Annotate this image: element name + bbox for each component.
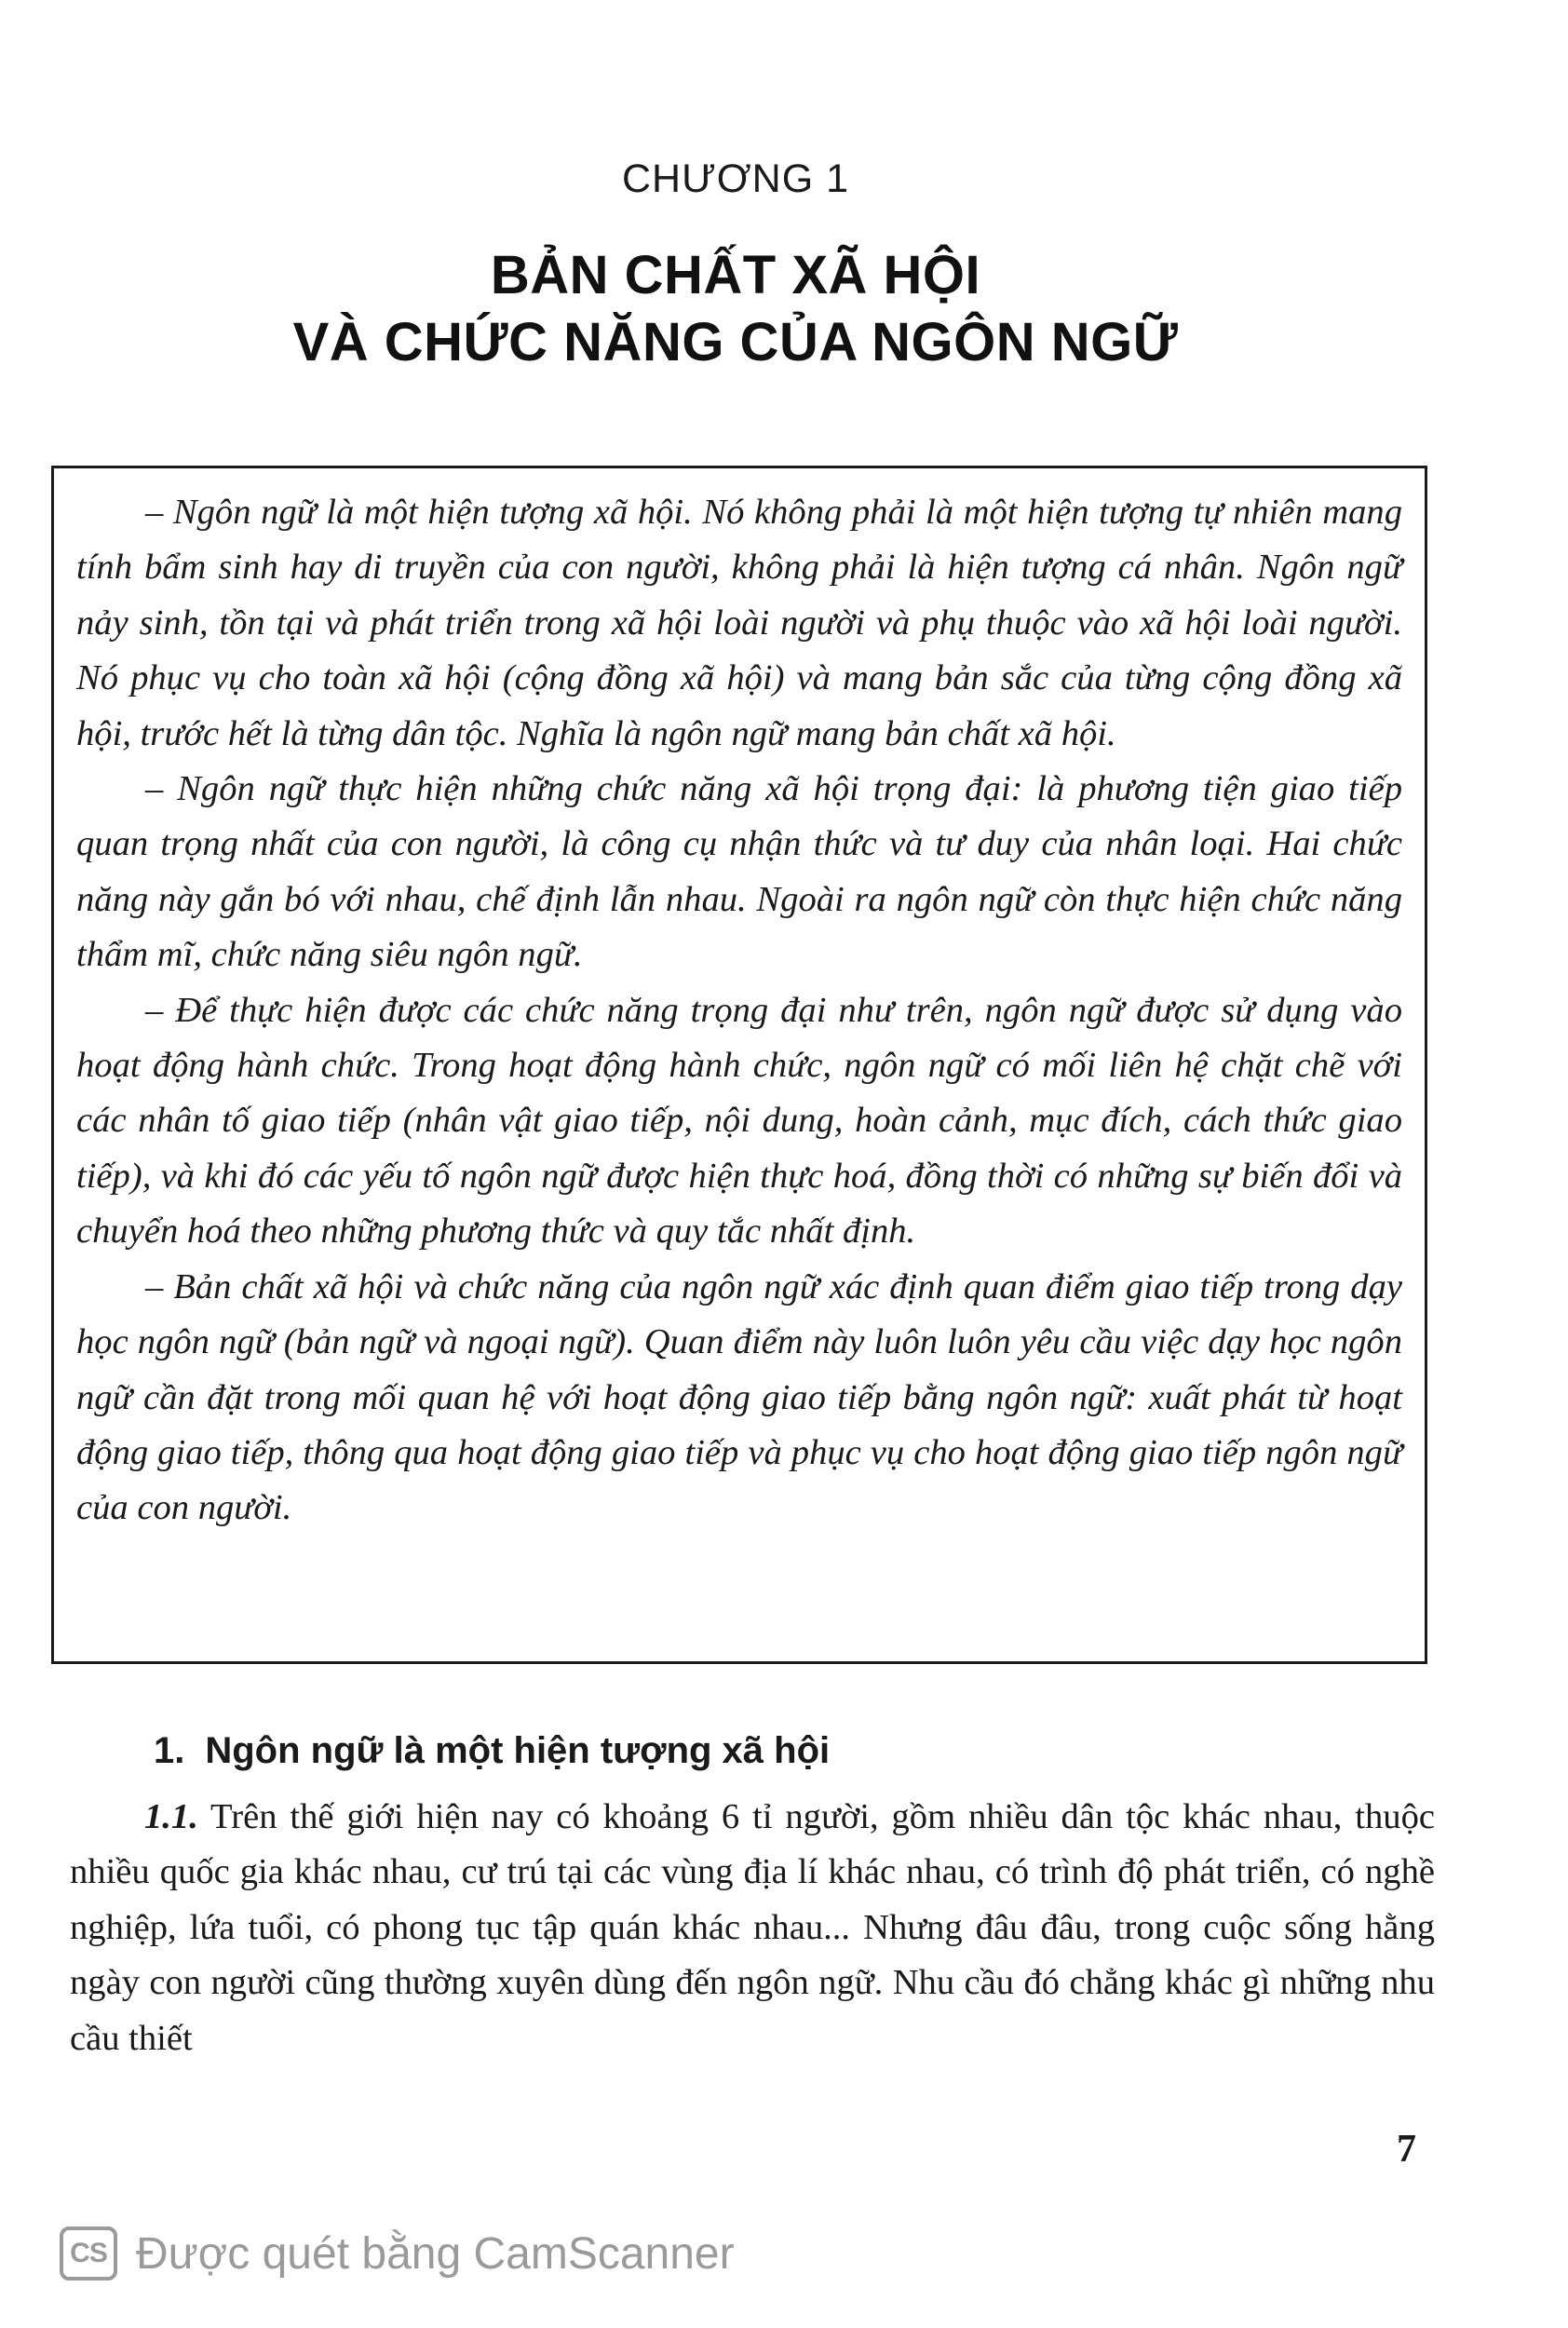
summary-paragraph-4: – Bản chất xã hội và chức năng của ngôn ngữ xác định quan điểm giao tiếp trong dạy học ngôn ngữ (bản ngữ và ngoại ngữ). Quan điểm này luôn luôn yêu cầu việc dạy học ngôn ngữ cần đặt trong mối quan hệ với hoạt động giao tiếp bằng ngôn ngữ: xuất phát từ hoạt động giao tiếp, thông qua hoạt động giao tiếp và phục vụ cho hoạt động giao tiếp ngôn ngữ của con người. [76,1266,1402,1528]
section-heading [154,1730,830,1772]
summary-paragraph-2: – Ngôn ngữ thực hiện những chức năng xã hội trọng đại: là phương tiện giao tiếp quan trọng nhất của con người, là công cụ nhận thức và tư duy của nhân loại. Hai chức năng này gắn bó với nhau, chế định lẫn nhau. Ngoài ra ngôn ngữ còn thực hiện chức năng thẩm mĩ, chức năng siêu ngôn ngữ. [76,769,1402,975]
camscanner-logo-icon: CS [60,2226,117,2281]
chapter-label: CHƯƠNG 1 [621,156,850,201]
body-paragraph [70,1790,1435,2066]
summary-paragraph-1: – Ngôn ngữ là một hiện tượng xã hội. Nó không phải là một hiện tượng tự nhiên mang tính bẩm sinh hay di truyền của con người, không phải là hiện tượng cá nhân. Ngôn ngữ nảy sinh, tồn tại và phát triển trong xã hội loài người và phụ thuộc vào xã hội loài người. Nó phục vụ cho toàn xã hội (cộng đồng xã hội) và mang bản sắc của từng cộng đồng xã hội, trước hết là từng dân tộc. Nghĩa là ngôn ngữ mang bản chất xã hội. [76,493,1402,753]
summary-paragraph-3: – Để thực hiện được các chức năng trọng đại như trên, ngôn ngữ được sử dụng vào hoạt động hành chức. Trong hoạt động hành chức, ngôn ngữ có mối liên hệ chặt chẽ với các nhân tố giao tiếp (nhân vật giao tiếp, nội dung, hoàn cảnh, mục đích, cách thức giao tiếp), và khi đó các yếu tố ngôn ngữ được hiện thực hoá, đồng thời có những sự biến đổi và chuyển hoá theo những phương thức và quy tắc nhất định. [76,990,1402,1252]
chapter-summary-box [51,466,1427,1664]
chapter-title-line-1: BẢN CHẤT XÃ HỘI [490,245,981,305]
scanner-watermark [60,2221,735,2286]
page-number: 7 [1397,2128,1416,2171]
chapter-title-line-2: VÀ CHỨC NĂNG CỦA NGÔN NGỮ [292,312,1179,372]
body-paragraph-text: Trên thế giới hiện nay có khoảng 6 tỉ người, gồm nhiều dân tộc khác nhau, thuộc nhiều quốc gia khác nhau, cư trú tại các vùng địa lí khác nhau, có trình độ phát triển, có nghề nghiệp, lứa tuổi, có phong tục tập quán khác nhau... Nhưng đâu đâu, trong cuộc sống hằng ngày con người cũng thường xuyên dùng đến ngôn ngữ. Nhu cầu đó chẳng khác gì những nhu cầu thiết [70,1797,1435,2058]
section-title: Ngôn ngữ là một hiện tượng xã hội [205,1730,831,1771]
subsection-number: 1.1. [144,1797,198,1836]
section-number: 1. [154,1730,185,1771]
watermark-text: Được quét bằng CamScanner [136,2228,735,2279]
